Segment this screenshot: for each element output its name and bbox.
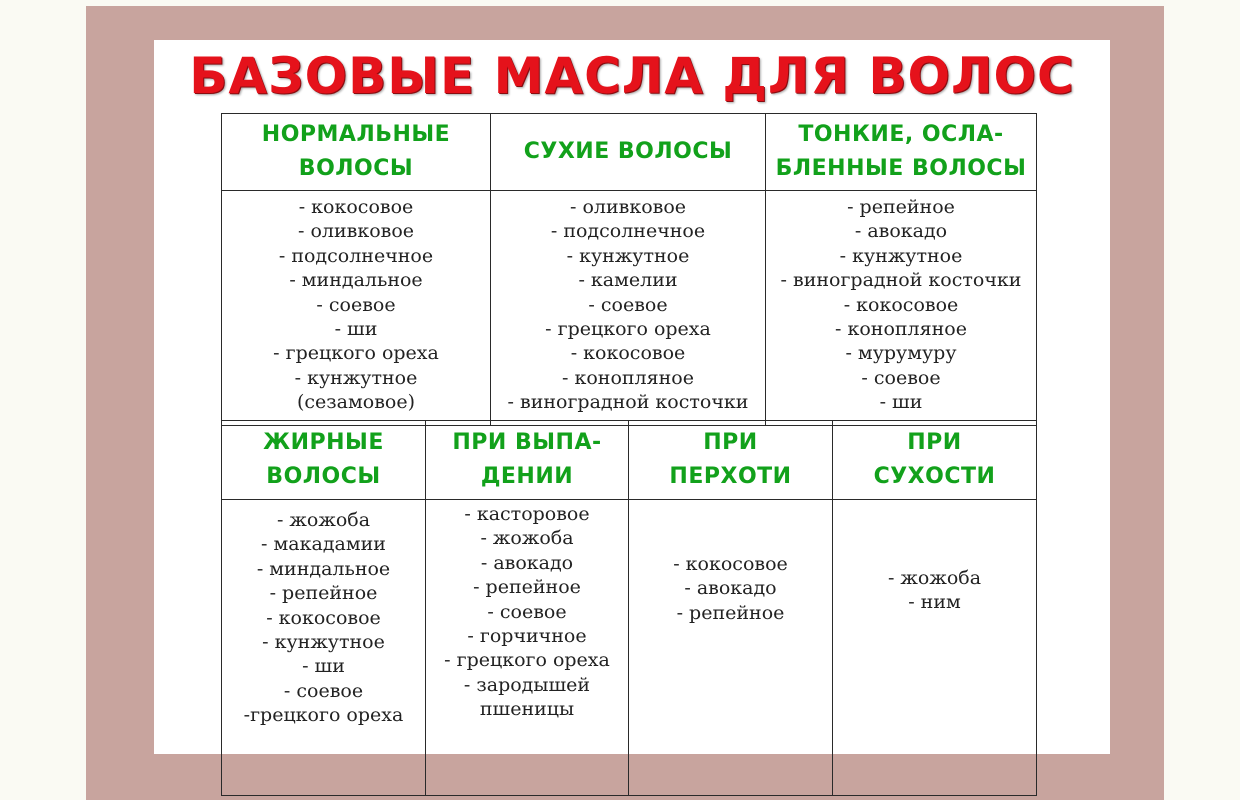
oil-item: - мурумуру bbox=[845, 342, 957, 365]
header-line: ПРИ ВЫПА- bbox=[452, 430, 602, 455]
header-line: ТОНКИЕ, ОСЛА- bbox=[798, 122, 1004, 147]
header-line: НОРМАЛЬНЫЕ bbox=[261, 122, 451, 147]
oil-item: - соевое bbox=[861, 366, 941, 389]
oil-item: - ним bbox=[908, 591, 961, 614]
header-dryness bbox=[833, 421, 1037, 500]
oil-item: - подсолнечное bbox=[278, 244, 434, 267]
oil-list-thin-hair bbox=[766, 191, 1037, 426]
oil-item: - оливковое bbox=[297, 220, 415, 243]
oil-item: - кунжутное bbox=[262, 631, 385, 654]
oil-item: - миндальное bbox=[256, 557, 391, 580]
oil-item: -грецкого ореха bbox=[243, 704, 404, 727]
header-line: СУХОСТИ bbox=[873, 464, 996, 489]
header-line: ПРИ bbox=[703, 430, 758, 455]
oil-list-dryness bbox=[833, 500, 1037, 796]
header-dandruff bbox=[629, 421, 833, 500]
oil-item: - конопляное bbox=[835, 318, 967, 341]
oil-item: - кокосовое bbox=[673, 553, 788, 575]
header-line: ДЕНИИ bbox=[480, 464, 574, 489]
oil-item: - репейное bbox=[473, 576, 581, 599]
page-title: БАЗОВЫЕ МАСЛА ДЛЯ ВОЛОС bbox=[189, 47, 1075, 105]
header-normal-hair bbox=[222, 114, 491, 191]
header-dry-hair bbox=[491, 114, 766, 191]
header-line: БЛЕННЫЕ ВОЛОСЫ bbox=[775, 156, 1027, 181]
oil-item: - жожоба bbox=[480, 527, 574, 550]
header-line: ПЕРХОТИ bbox=[669, 464, 792, 489]
header-thin-hair bbox=[766, 114, 1037, 191]
oil-list-oily-hair bbox=[222, 500, 426, 796]
oil-list-dry-hair bbox=[491, 191, 766, 426]
oil-item: - макадамии bbox=[261, 533, 386, 556]
oil-item: - кокосовое bbox=[298, 196, 414, 218]
oil-item: - оливковое bbox=[569, 196, 687, 218]
oil-item: - касторовое bbox=[464, 503, 590, 525]
oil-item: - грецкого ореха bbox=[545, 318, 711, 341]
oil-item: - соевое bbox=[588, 293, 668, 316]
oil-item: - камелии bbox=[578, 269, 678, 292]
oil-item: - кунжутное bbox=[566, 244, 690, 267]
oil-item: - грецкого ореха bbox=[273, 342, 439, 365]
oil-item: - ши bbox=[302, 655, 345, 678]
oil-item: - жожоба bbox=[276, 509, 371, 531]
oil-item: - горчичное bbox=[467, 625, 587, 648]
oil-item: - виноградной косточки bbox=[507, 391, 749, 414]
header-oily-hair bbox=[222, 421, 426, 500]
header-line: СУХИЕ ВОЛОСЫ bbox=[523, 139, 733, 164]
oil-item: - кунжутное bbox=[294, 366, 418, 389]
oil-item: - подсолнечное bbox=[550, 220, 706, 243]
oil-item: - авокадо bbox=[684, 577, 777, 600]
header-line: ВОЛОСЫ bbox=[266, 464, 381, 489]
oil-list-hair-loss bbox=[426, 500, 629, 796]
header-line: ЖИРНЫЕ bbox=[263, 430, 384, 455]
oil-item: - виноградной косточки bbox=[780, 269, 1022, 292]
oil-item: - грецкого ореха bbox=[444, 649, 610, 672]
oil-item: - кунжутное bbox=[839, 244, 963, 267]
oil-item: - соевое bbox=[316, 293, 396, 316]
oil-item: - кокосовое bbox=[570, 342, 686, 365]
oil-item: пшеницы bbox=[479, 698, 575, 721]
oil-item: - миндальное bbox=[289, 269, 423, 292]
header-hair-loss bbox=[426, 421, 629, 500]
oil-item: - ши bbox=[879, 391, 923, 414]
hair-type-table bbox=[221, 113, 1037, 426]
header-line: ВОЛОСЫ bbox=[298, 156, 414, 181]
oil-item: - кокосовое bbox=[843, 293, 959, 316]
oil-item: - конопляное bbox=[562, 366, 694, 389]
oil-list-normal-hair bbox=[222, 191, 491, 426]
oil-item: - соевое bbox=[283, 679, 364, 702]
oil-item: (сезамовое) bbox=[297, 391, 415, 414]
oil-item: - авокадо bbox=[854, 220, 948, 243]
oil-item: - ши bbox=[334, 318, 378, 341]
oil-item: - кокосовое bbox=[266, 606, 381, 629]
oil-item: - зародышей bbox=[463, 673, 591, 696]
oil-item: - репейное bbox=[676, 601, 785, 624]
infographic-sheet bbox=[154, 40, 1110, 754]
hair-problem-table bbox=[221, 420, 1037, 796]
oil-list-dandruff bbox=[629, 500, 833, 796]
oil-item: - жожоба bbox=[887, 567, 982, 589]
oil-item: - репейное bbox=[847, 196, 955, 218]
oil-item: - авокадо bbox=[480, 551, 574, 574]
header-line: ПРИ bbox=[907, 430, 962, 455]
oil-item: - соевое bbox=[487, 600, 567, 623]
oil-item: - репейное bbox=[269, 582, 378, 605]
